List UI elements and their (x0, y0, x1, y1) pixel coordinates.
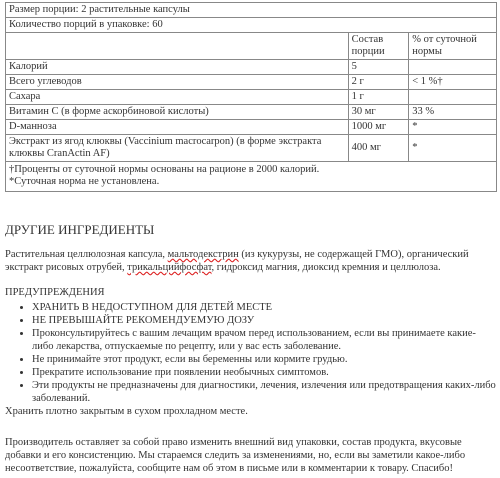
other-ingredients-title: ДРУГИЕ ИНГРЕДИЕНТЫ (5, 222, 155, 237)
nutrient-dv (409, 90, 497, 105)
table-row (6, 60, 497, 75)
footnotes (6, 162, 497, 192)
list-item: • Не принимайте этот продукт, если вы беременны или кормите грудью. (32, 353, 497, 366)
header-dv: % от суточной нормы (409, 33, 497, 60)
nutrient-amount: 1 г (348, 90, 409, 105)
table-row (6, 75, 497, 90)
supplement-facts-table (5, 2, 497, 192)
nutrient-name: Экстракт из ягод клюквы (Vaccinium macrocarpon) (в форме экстракта клюквы CranActin AF) (6, 135, 349, 162)
serving-size-row (6, 3, 497, 18)
list-item: • Проконсультируйтесь с вашим лечащим врачом перед использованием, если вы принимаете какие-либо лекарства, отпускаемые по рецепту, или у вас есть заболевание. (32, 327, 497, 353)
table-row (6, 120, 497, 135)
nutrient-amount: 400 мг (348, 135, 409, 162)
nutrient-amount: 2 г (348, 75, 409, 90)
nutrient-name: Сахара (6, 90, 349, 105)
table-row (6, 135, 497, 162)
nutrient-name: Всего углеводов (6, 75, 349, 90)
list-item: • НЕ ПРЕВЫШАЙТЕ РЕКОМЕНДУЕМУЮ ДОЗУ (32, 314, 497, 327)
footnotes-row (6, 162, 497, 192)
other-ingredients-text: Растительная целлюлозная капсула, мальтодекстрин (из кукурузы, не содержащей ГМО), органический экстракт рисовых отрубей, трикальцийфосфат, гидроксид магния, диоксид кремния и целлюлоза. (5, 249, 469, 273)
facts-header-row (6, 33, 497, 60)
nutrient-amount: 30 мг (348, 105, 409, 120)
nutrient-dv (409, 60, 497, 75)
nutrient-amount: 5 (348, 60, 409, 75)
supplement-facts (5, 2, 497, 192)
table-row (6, 90, 497, 105)
nutrient-dv: * (409, 120, 497, 135)
spellcheck-word: трикальцийфосфат (127, 262, 212, 273)
nutrient-name: Калорий (6, 60, 349, 75)
nutrient-dv: < 1 %† (409, 75, 497, 90)
servings-per-container-row (6, 18, 497, 33)
list-item: • Эти продукты не предназначены для диагностики, лечения, излечения или предотвращения каких-либо заболеваний. (32, 379, 497, 405)
list-item: • Прекратите использование при появлении необычных симптомов. (32, 366, 497, 379)
list-item: • ХРАНИТЬ В НЕДОСТУПНОМ ДЛЯ ДЕТЕЙ МЕСТЕ (32, 301, 497, 314)
nutrient-dv: 33 % (409, 105, 497, 120)
warnings-title: ПРЕДУПРЕЖДЕНИЯ (5, 287, 105, 298)
header-blank (6, 33, 349, 60)
warnings-list (5, 301, 497, 405)
spellcheck-word: мальтодекстрин (167, 249, 239, 260)
nutrient-amount: 1000 мг (348, 120, 409, 135)
warnings-list-wrap (5, 301, 497, 405)
footnote-dv: †Проценты от суточной нормы основаны на рационе в 2000 калорий. (9, 164, 320, 175)
disclaimer-text: Производитель оставляет за собой право изменить внешний вид упаковки, состав продукта, вкусовые добавки и его консистенцию. Мы стараемся следить за изменениями, но, если вы заметили какое-либо несоответствие, пожалуйста, сообщите нам об этом в письме или в комментарии к товару. Спасибо! (5, 437, 466, 474)
warnings-section (5, 286, 497, 299)
servings-per-container: Количество порций в упаковке: 60 (6, 18, 497, 33)
footnote-not-established: *Суточная норма не установлена. (9, 176, 160, 187)
serving-size: Размер порции: 2 растительные капсулы (6, 3, 497, 18)
header-amount: Состав порции (348, 33, 409, 60)
other-ingredients-section (5, 222, 497, 238)
nutrient-name: D-манноза (6, 120, 349, 135)
storage-text: Хранить плотно закрытым в сухом прохладном месте. (5, 406, 248, 417)
nutrient-dv: * (409, 135, 497, 162)
nutrient-name: Витамин С (в форме аскорбиновой кислоты) (6, 105, 349, 120)
table-row (6, 105, 497, 120)
